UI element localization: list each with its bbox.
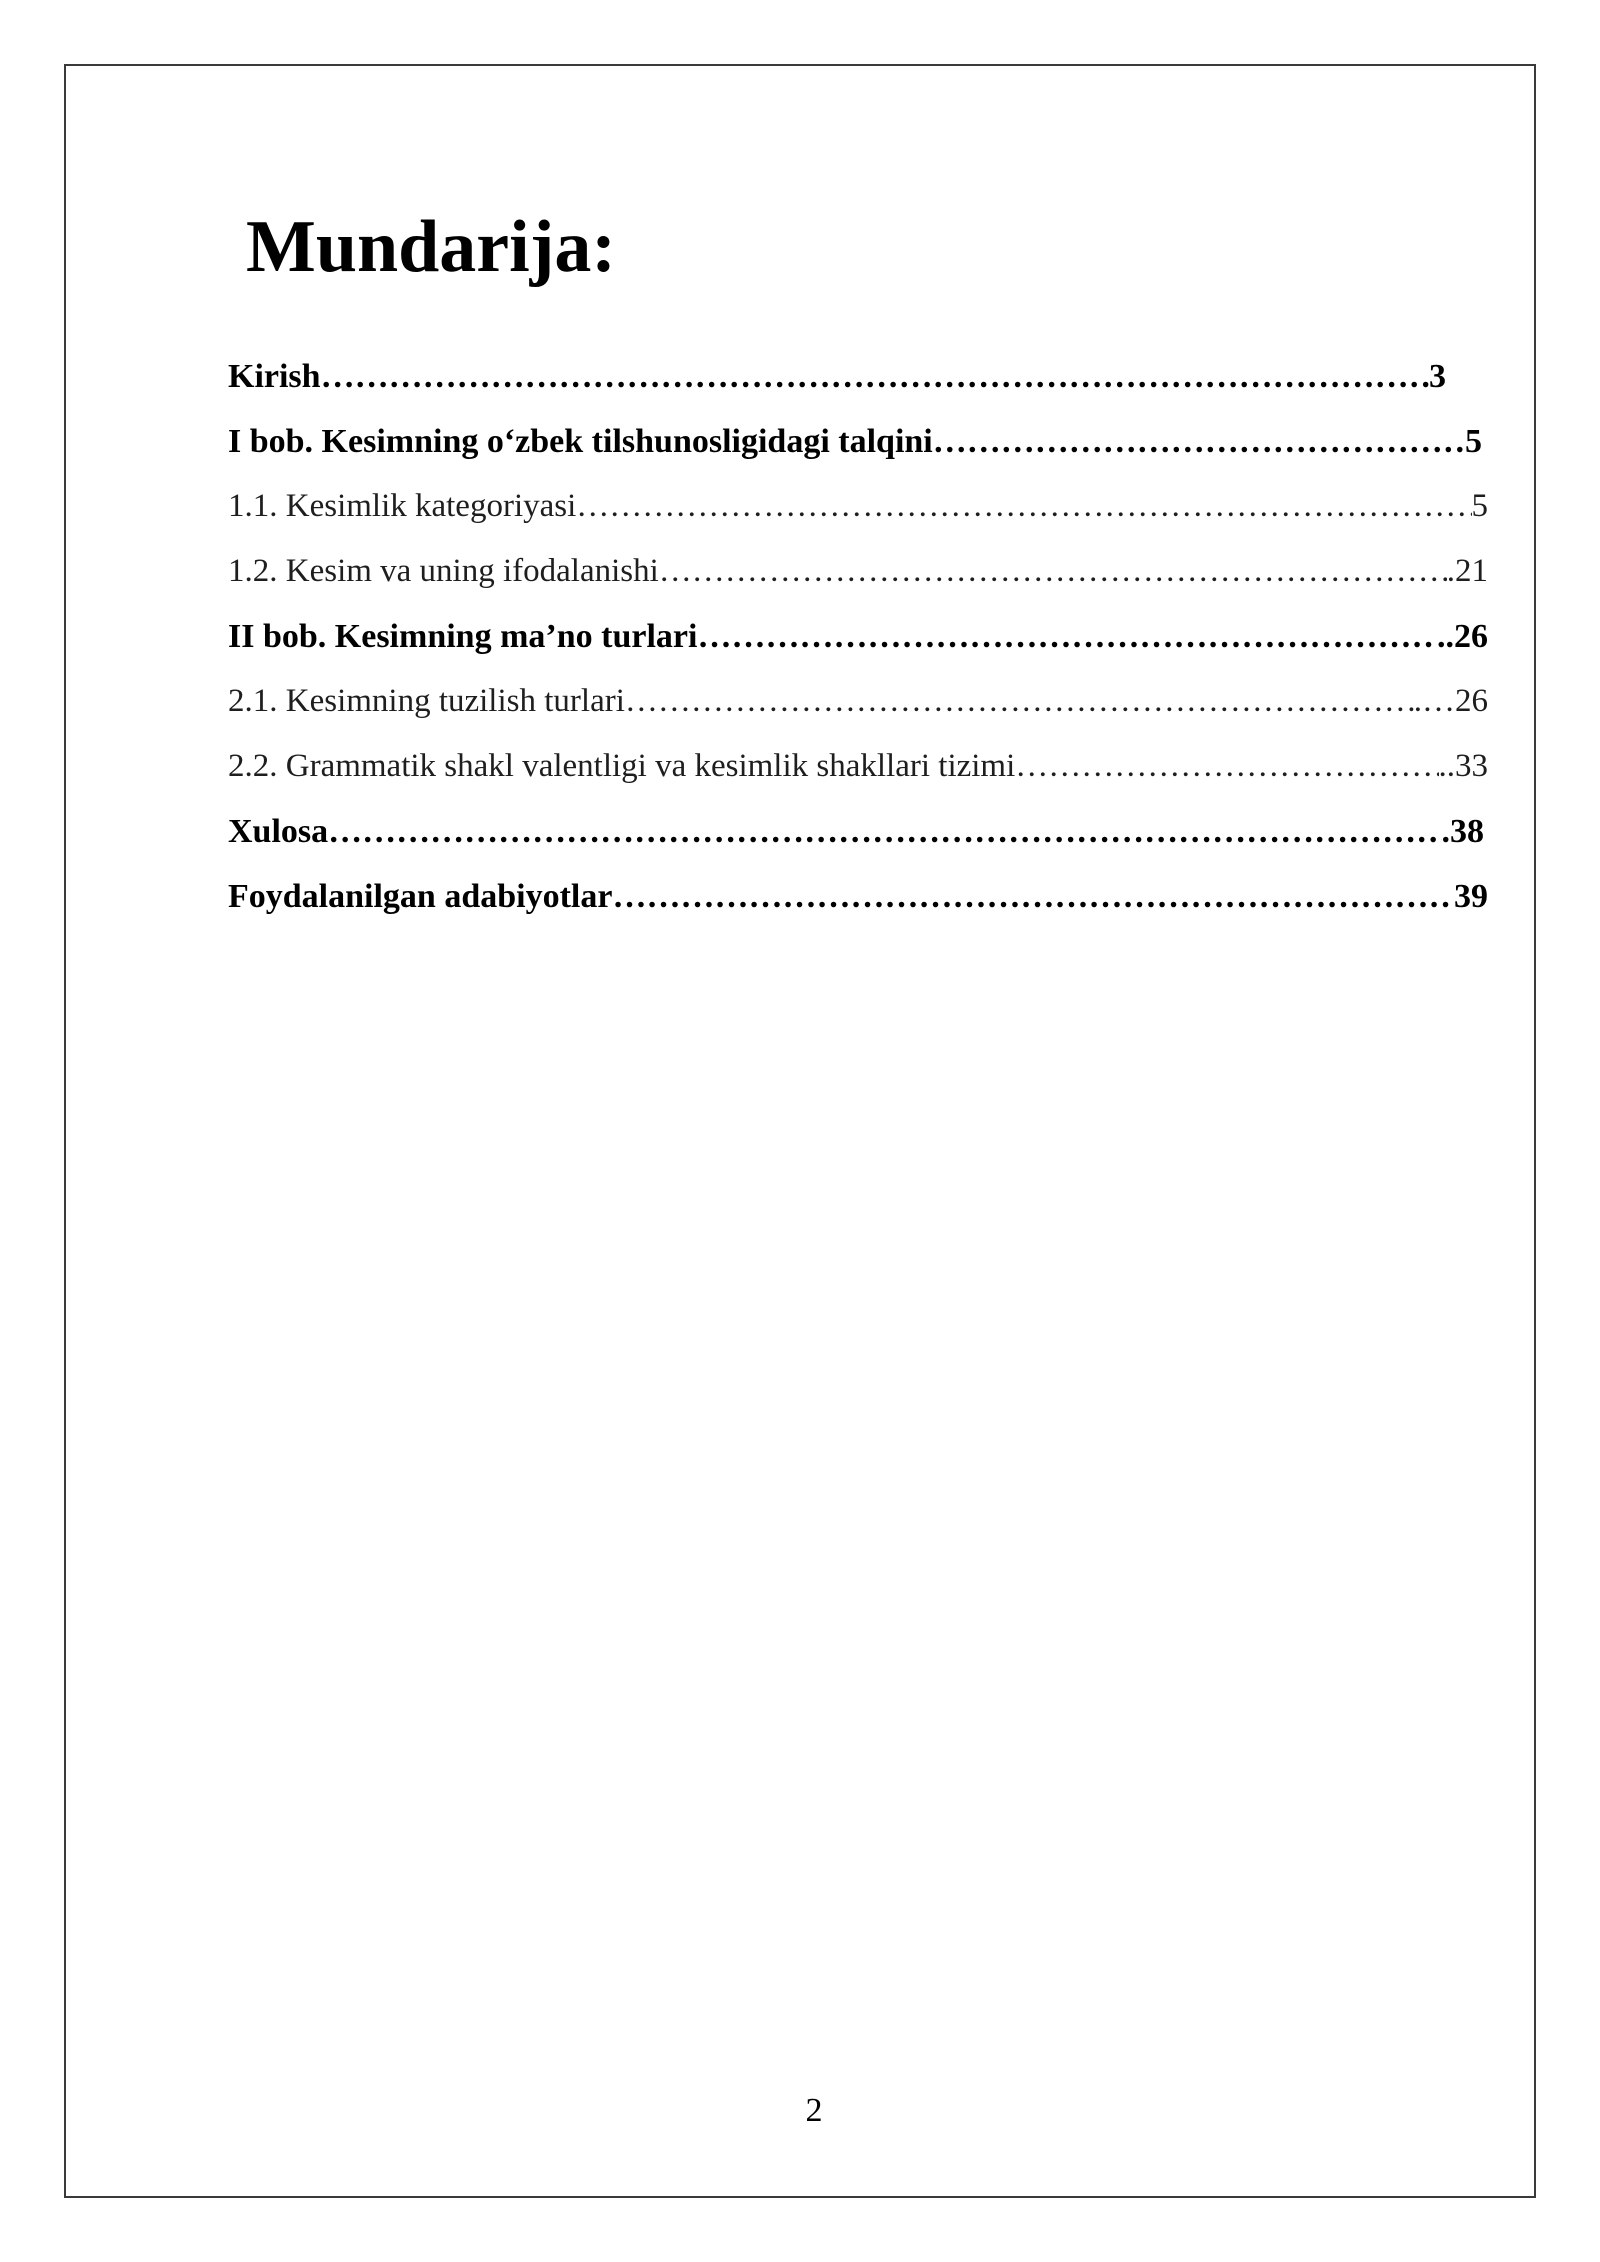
toc-leader-dots (1015, 748, 1438, 785)
toc-entry-chapter-1[interactable] (228, 409, 1488, 474)
toc-entry-label: II bob. Kesimning ma’no turlari (228, 617, 698, 655)
toc-leader-dots (321, 358, 1429, 396)
toc-entry-label: 1.1. Kesimlik kategoriyasi (228, 488, 577, 524)
toc-entry-bibliography[interactable] (228, 864, 1488, 929)
toc-leader-dots (612, 878, 1454, 916)
toc-entry-section-2-2[interactable] (228, 734, 1488, 799)
toc-leader-dots (697, 618, 1437, 656)
toc-entry-label: 2.2. Grammatik shakl valentligi va kesimlik shakllari tizimi (228, 748, 1016, 784)
toc-entry-section-1-2[interactable] (228, 539, 1488, 604)
table-of-contents (228, 344, 1488, 929)
toc-entry-page: 3 (1429, 357, 1446, 395)
toc-entry-page: .…26 (1413, 683, 1488, 719)
toc-entry-kirish[interactable] (228, 344, 1488, 409)
toc-leader-dots (576, 488, 1471, 525)
toc-entry-section-2-1[interactable] (228, 669, 1488, 734)
toc-entry-page: .21 (1446, 553, 1488, 589)
toc-leader-dots (659, 553, 1447, 590)
toc-leader-dots (625, 683, 1414, 720)
toc-entry-label: Xulosa (228, 812, 329, 850)
toc-entry-page: 5 (1471, 488, 1488, 524)
toc-entry-label: Foydalanilgan adabiyotlar (228, 877, 613, 915)
page-number: 2 (805, 2092, 823, 2129)
toc-entry-label: 2.1. Kesimning tuzilish turlari (228, 683, 625, 719)
toc-entry-page: 5 (1465, 422, 1482, 460)
toc-entry-page: .38 (1441, 812, 1484, 850)
toc-entry-page: ..26 (1437, 617, 1488, 655)
toc-entry-chapter-2[interactable] (228, 604, 1488, 669)
toc-entry-xulosa[interactable] (228, 799, 1488, 864)
toc-title: Mundarija: (246, 206, 616, 288)
toc-entry-page: ..33 (1438, 748, 1488, 784)
toc-leader-dots (328, 813, 1441, 851)
toc-leader-dots (933, 423, 1465, 461)
toc-entry-label: Kirish (228, 357, 321, 395)
toc-entry-page: 39 (1454, 877, 1488, 915)
toc-entry-label: 1.2. Kesim va uning ifodalanishi (228, 553, 659, 589)
toc-entry-label: I bob. Kesimning o‘zbek tilshunosligidagi talqini (228, 422, 933, 460)
toc-entry-section-1-1[interactable] (228, 474, 1488, 539)
